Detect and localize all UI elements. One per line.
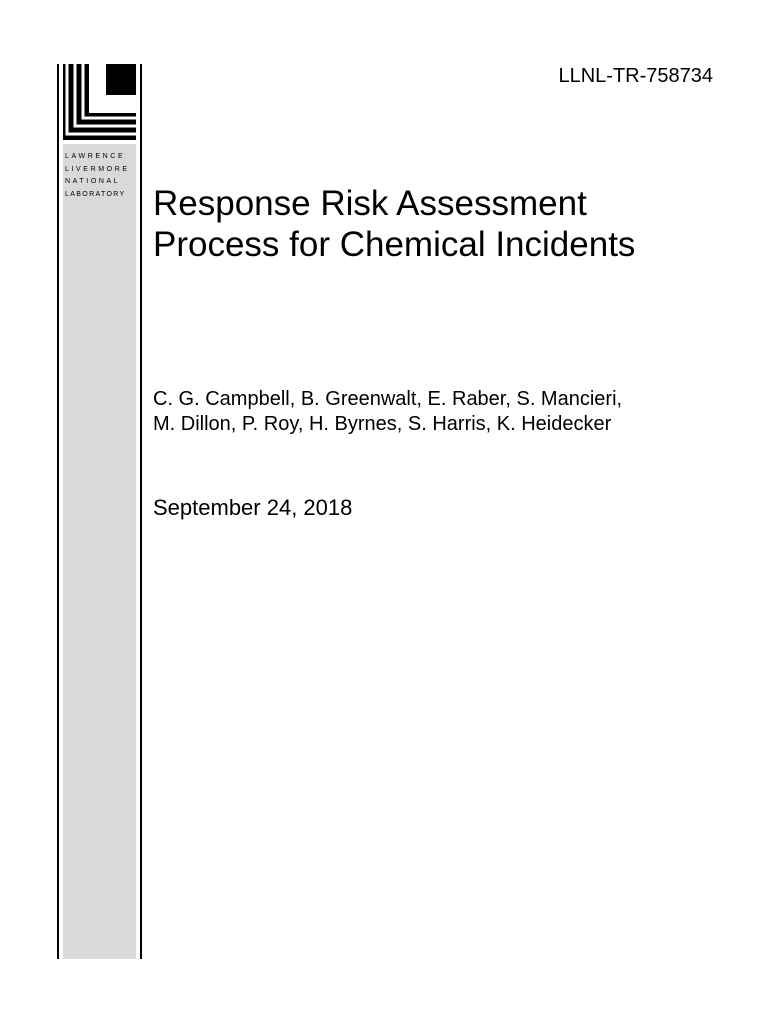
left-vertical-rule	[57, 64, 59, 959]
document-title	[153, 183, 733, 265]
lab-name-line-2: LIVERMORE	[65, 165, 130, 173]
title-line-2: Process for Chemical Incidents	[153, 225, 636, 264]
report-number: LLNL-TR-758734	[558, 65, 713, 87]
lab-name-line-3: NATIONAL	[65, 178, 121, 185]
publication-date: September 24, 2018	[153, 495, 353, 520]
title-line-1: Response Risk Assessment	[153, 184, 587, 223]
author-line-1: C. G. Campbell, B. Greenwalt, E. Raber, S. Mancieri,	[153, 388, 623, 410]
llnl-logo-icon	[63, 64, 136, 140]
sidebar-gray-band	[63, 144, 136, 959]
lab-name-wordmark	[65, 151, 135, 201]
author-list	[153, 387, 743, 437]
author-line-2: M. Dillon, P. Roy, H. Byrnes, S. Harris, K. Heidecker	[153, 413, 612, 435]
right-vertical-rule	[140, 64, 142, 959]
lab-name-line-1: LAWRENCE	[65, 153, 126, 160]
lab-name-line-4: LABORATORY	[65, 190, 126, 198]
